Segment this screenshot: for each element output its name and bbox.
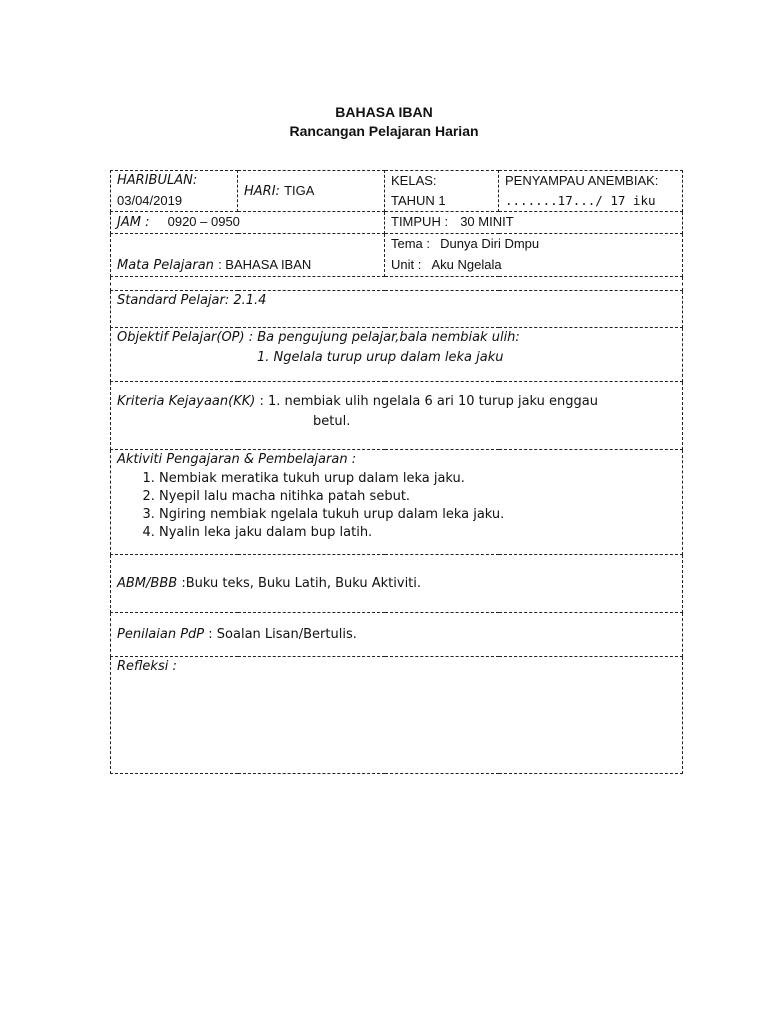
spacer-cell (111, 277, 683, 291)
kriteria-label: Kriteria Kejayaan(KK) (117, 394, 256, 409)
table-row (111, 613, 683, 657)
table-row (111, 291, 683, 328)
abm-cell (111, 555, 683, 613)
timpuh-label: TIMPUH : (391, 214, 449, 229)
table-row (111, 657, 683, 774)
tema-value: Dunya Diri Dmpu (440, 236, 540, 251)
mata-pelajaran-label: Mata Pelajaran (117, 258, 214, 273)
aktiviti-list (117, 470, 676, 542)
penilaian-label: Penilaian PdP (117, 626, 205, 642)
hari-cell (238, 171, 385, 212)
penyampau-label: PENYAMPAU ANEMBIAK: (505, 173, 659, 188)
table-row (111, 171, 683, 212)
penilaian-value: : Soalan Lisan/Bertulis. (208, 626, 357, 642)
jam-cell (111, 212, 385, 234)
abm-label: ABM/BBB (117, 575, 178, 591)
standard-cell (111, 291, 683, 328)
jam-value: 0920 – 0950 (167, 214, 240, 229)
standard-pelajar: Standard Pelajar: 2.1.4 (117, 293, 267, 308)
mata-pelajaran-cell (111, 234, 385, 277)
hari-label: HARI: (244, 183, 280, 199)
penyampau-cell (499, 171, 683, 212)
kriteria-line2: betul. (313, 414, 351, 429)
kelas-cell (385, 171, 499, 212)
jam-label: JAM : (117, 215, 150, 230)
list-item: 2. Nyepil lalu macha nitihka patah sebut. (159, 488, 676, 506)
unit-value: Aku Ngelala (431, 257, 502, 272)
refleksi-label: Refleksi : (117, 659, 177, 674)
objektif-cell (111, 328, 683, 382)
haribulan-cell (111, 171, 238, 212)
table-row (111, 328, 683, 382)
kriteria-cell (111, 382, 683, 450)
tema-unit-cell (385, 234, 683, 277)
list-item: 4. Nyalin leka jaku dalam bup latih. (159, 524, 676, 542)
lesson-plan-table (110, 170, 683, 774)
mata-pelajaran-value: : BAHASA IBAN (218, 257, 312, 272)
table-row (111, 382, 683, 450)
kelas-value: TAHUN 1 (391, 193, 446, 208)
table-row (111, 450, 683, 555)
kriteria-line1: : 1. nembiak ulih ngelala 6 ari 10 turup jaku enggau (259, 394, 598, 409)
hari-value: TIGA (284, 182, 315, 198)
haribulan-label: HARIBULAN: (117, 173, 198, 188)
aktiviti-label: Aktiviti Pengajaran & Pembelajaran : (117, 452, 357, 467)
list-item: 1. Nembiak meratika tukuh urup dalam leka jaku. (159, 470, 676, 488)
aktiviti-cell (111, 450, 683, 555)
refleksi-cell (111, 657, 683, 774)
abm-value: :Buku teks, Buku Latih, Buku Aktiviti. (181, 575, 422, 591)
timpuh-cell (385, 212, 683, 234)
tema-label: Tema : (391, 236, 431, 251)
penyampau-value: .......17.../ 17 iku (505, 193, 656, 208)
table-row (111, 212, 683, 234)
table-row (111, 277, 683, 291)
table-row (111, 234, 683, 277)
objektif-item: 1. Ngelala turup urup dalam leka jaku (257, 350, 504, 365)
penilaian-cell (111, 613, 683, 657)
document-subtitle: Rancangan Pelajaran Harian (289, 123, 479, 139)
timpuh-value: 30 MINIT (460, 214, 514, 229)
table-row (111, 555, 683, 613)
list-item: 3. Ngiring nembiak ngelala tukuh urup dalam leka jaku. (159, 506, 676, 524)
haribulan-value: 03/04/2019 (117, 193, 183, 208)
document-header (0, 103, 768, 141)
kelas-label: KELAS: (391, 173, 437, 188)
objektif-label: Objektif Pelajar(OP) : Ba pengujung pelajar,bala nembiak ulih: (117, 330, 520, 345)
document-title: BAHASA IBAN (335, 104, 433, 120)
unit-label: Unit : (391, 257, 422, 272)
